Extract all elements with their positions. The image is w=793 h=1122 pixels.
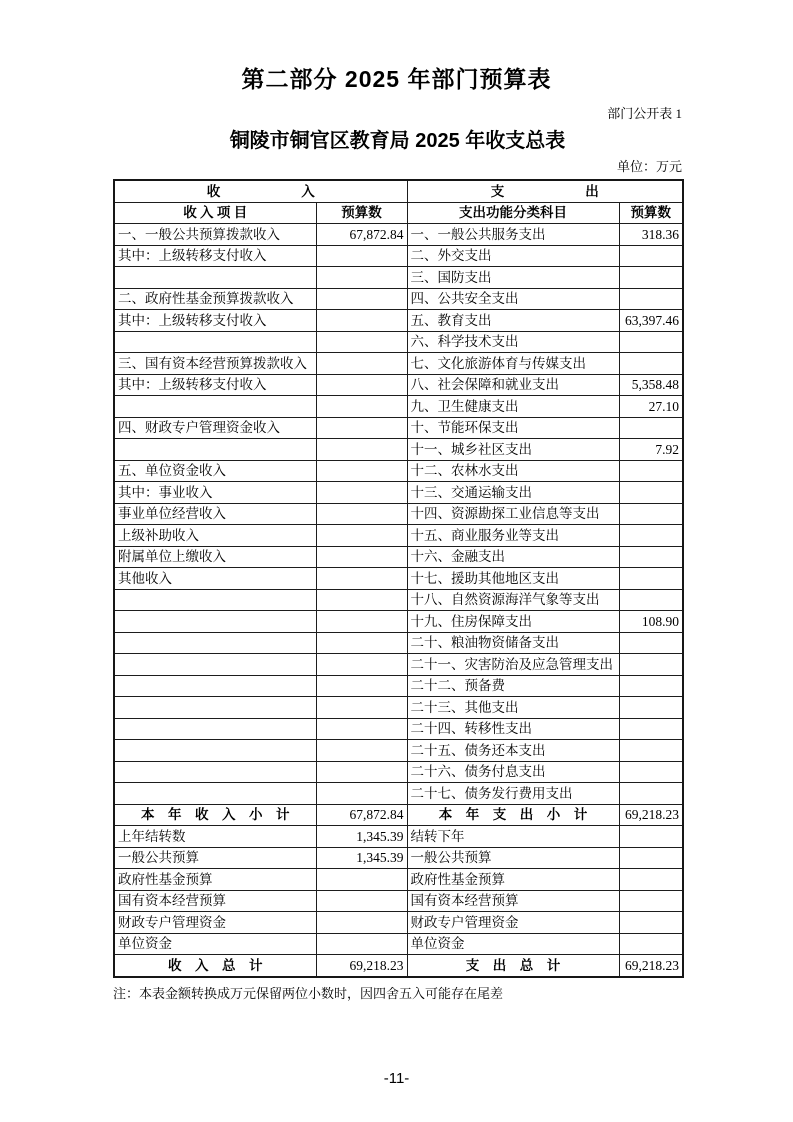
income-item-cell	[114, 697, 316, 719]
table-row	[114, 890, 683, 912]
table-row	[114, 869, 683, 891]
expense-value-cell: 7.92	[619, 439, 683, 461]
expense-item-cell: 二十七、债务发行费用支出	[407, 783, 619, 805]
income-item-header: 收 入 项 目	[114, 202, 316, 224]
table-row	[114, 331, 683, 353]
income-item-cell	[114, 439, 316, 461]
expense-item-cell: 十九、住房保障支出	[407, 611, 619, 633]
table-row	[114, 245, 683, 267]
expense-item-cell: 二十二、预备费	[407, 675, 619, 697]
income-item-cell	[114, 718, 316, 740]
expense-value-cell	[619, 847, 683, 869]
expense-value-cell	[619, 267, 683, 289]
table-row	[114, 718, 683, 740]
expense-item-cell: 二十六、债务付息支出	[407, 761, 619, 783]
expense-item-cell: 支 出 总 计	[407, 955, 619, 977]
income-budget-header: 预算数	[316, 202, 407, 224]
expense-value-cell	[619, 675, 683, 697]
expense-item-cell: 政府性基金预算	[407, 869, 619, 891]
unit-label: 单位：万元	[616, 159, 682, 174]
page-number: -11-	[383, 1070, 410, 1087]
income-item-cell: 其中：上级转移支付收入	[114, 245, 316, 267]
income-value-cell	[316, 482, 407, 504]
expense-item-cell: 九、卫生健康支出	[407, 396, 619, 418]
expense-value-cell: 318.36	[619, 224, 683, 246]
expense-value-cell	[619, 890, 683, 912]
table-row	[114, 310, 683, 332]
expense-value-cell	[619, 718, 683, 740]
table-group-header-row	[114, 180, 683, 202]
content-area	[113, 106, 682, 1002]
expense-item-header: 支出功能分类科目	[407, 202, 619, 224]
income-value-cell	[316, 374, 407, 396]
expense-item-cell: 十、节能环保支出	[407, 417, 619, 439]
income-item-cell	[114, 675, 316, 697]
income-value-cell	[316, 654, 407, 676]
table-row	[114, 525, 683, 547]
expense-value-cell	[619, 245, 683, 267]
income-value-cell	[316, 890, 407, 912]
income-value-cell	[316, 568, 407, 590]
expense-item-cell: 十四、资源勘探工业信息等支出	[407, 503, 619, 525]
income-value-cell: 67,872.84	[316, 224, 407, 246]
expense-item-cell: 二十三、其他支出	[407, 697, 619, 719]
income-item-cell: 政府性基金预算	[114, 869, 316, 891]
expense-value-cell	[619, 353, 683, 375]
expense-value-cell: 5,358.48	[619, 374, 683, 396]
expense-value-cell: 63,397.46	[619, 310, 683, 332]
expense-item-cell: 五、教育支出	[407, 310, 619, 332]
income-value-cell	[316, 396, 407, 418]
expense-value-cell	[619, 912, 683, 934]
expense-budget-header: 预算数	[619, 202, 683, 224]
income-value-cell	[316, 460, 407, 482]
table-body	[114, 224, 683, 977]
expense-value-cell	[619, 546, 683, 568]
table-row	[114, 611, 683, 633]
income-value-cell	[316, 589, 407, 611]
expense-value-cell: 69,218.23	[619, 804, 683, 826]
income-item-cell: 四、财政专户管理资金收入	[114, 417, 316, 439]
table-row	[114, 396, 683, 418]
expense-item-cell: 六、科学技术支出	[407, 331, 619, 353]
income-value-cell	[316, 783, 407, 805]
expense-value-cell	[619, 589, 683, 611]
table-row	[114, 417, 683, 439]
income-value-cell	[316, 912, 407, 934]
table-row	[114, 568, 683, 590]
expense-value-cell	[619, 568, 683, 590]
table-row	[114, 826, 683, 848]
expense-value-cell	[619, 460, 683, 482]
expense-item-cell: 四、公共安全支出	[407, 288, 619, 310]
expense-value-cell	[619, 654, 683, 676]
table-row	[114, 912, 683, 934]
expense-value-cell	[619, 632, 683, 654]
expense-value-cell	[619, 331, 683, 353]
income-item-cell: 五、单位资金收入	[114, 460, 316, 482]
income-item-cell: 其中：上级转移支付收入	[114, 374, 316, 396]
expense-item-cell: 一、一般公共服务支出	[407, 224, 619, 246]
income-value-cell	[316, 718, 407, 740]
income-item-cell	[114, 611, 316, 633]
income-item-cell: 上级补助收入	[114, 525, 316, 547]
income-item-cell: 一般公共预算	[114, 847, 316, 869]
expense-value-cell	[619, 826, 683, 848]
income-value-cell	[316, 611, 407, 633]
income-group-header: 收 入	[114, 180, 407, 202]
income-item-cell	[114, 761, 316, 783]
expense-item-cell: 十六、金融支出	[407, 546, 619, 568]
expense-value-cell	[619, 740, 683, 762]
expense-item-cell: 七、文化旅游体育与传媒支出	[407, 353, 619, 375]
income-value-cell	[316, 933, 407, 955]
income-value-cell	[316, 310, 407, 332]
footnote: 注：本表金额转换成万元保留两位小数时，因四舍五入可能存在尾差	[113, 985, 504, 1001]
table-row	[114, 353, 683, 375]
expense-group-header: 支 出	[407, 180, 683, 202]
table-row	[114, 439, 683, 461]
income-value-cell: 1,345.39	[316, 847, 407, 869]
expense-value-cell	[619, 482, 683, 504]
table-row	[114, 804, 683, 826]
expense-item-cell: 国有资本经营预算	[407, 890, 619, 912]
table-row	[114, 482, 683, 504]
income-item-cell	[114, 740, 316, 762]
expense-value-cell	[619, 869, 683, 891]
table-label: 部门公开表 1	[607, 106, 682, 121]
table-row	[114, 460, 683, 482]
expense-item-cell: 单位资金	[407, 933, 619, 955]
expense-value-cell: 69,218.23	[619, 955, 683, 977]
expense-item-cell: 十二、农林水支出	[407, 460, 619, 482]
expense-item-cell: 二、外交支出	[407, 245, 619, 267]
table-row	[114, 740, 683, 762]
income-value-cell	[316, 331, 407, 353]
income-item-cell	[114, 331, 316, 353]
table-row	[114, 675, 683, 697]
income-value-cell	[316, 675, 407, 697]
income-item-cell: 国有资本经营预算	[114, 890, 316, 912]
income-value-cell	[316, 697, 407, 719]
expense-item-cell: 二十、粮油物资储备支出	[407, 632, 619, 654]
expense-value-cell	[619, 783, 683, 805]
income-value-cell	[316, 439, 407, 461]
income-item-cell: 三、国有资本经营预算拨款收入	[114, 353, 316, 375]
income-item-cell: 一、一般公共预算拨款收入	[114, 224, 316, 246]
income-value-cell	[316, 245, 407, 267]
income-value-cell	[316, 525, 407, 547]
income-item-cell: 其中：上级转移支付收入	[114, 310, 316, 332]
income-item-cell: 其他收入	[114, 568, 316, 590]
table-row	[114, 267, 683, 289]
income-item-cell: 上年结转数	[114, 826, 316, 848]
table-row	[114, 955, 683, 977]
income-item-cell: 本 年 收 入 小 计	[114, 804, 316, 826]
expense-item-cell: 十三、交通运输支出	[407, 482, 619, 504]
expense-item-cell: 十七、援助其他地区支出	[407, 568, 619, 590]
income-value-cell	[316, 353, 407, 375]
income-value-cell	[316, 546, 407, 568]
expense-value-cell	[619, 525, 683, 547]
income-item-cell: 收 入 总 计	[114, 955, 316, 977]
income-value-cell	[316, 761, 407, 783]
income-value-cell	[316, 267, 407, 289]
income-item-cell: 附属单位上缴收入	[114, 546, 316, 568]
expense-item-cell: 八、社会保障和就业支出	[407, 374, 619, 396]
expense-item-cell: 十八、自然资源海洋气象等支出	[407, 589, 619, 611]
expense-value-cell: 108.90	[619, 611, 683, 633]
budget-summary-table	[113, 179, 684, 978]
income-value-cell	[316, 869, 407, 891]
table-row	[114, 783, 683, 805]
income-value-cell: 1,345.39	[316, 826, 407, 848]
table-row	[114, 589, 683, 611]
table-row	[114, 503, 683, 525]
income-item-cell	[114, 654, 316, 676]
table-row	[114, 933, 683, 955]
income-item-cell: 二、政府性基金预算拨款收入	[114, 288, 316, 310]
income-item-cell: 事业单位经营收入	[114, 503, 316, 525]
income-item-cell: 单位资金	[114, 933, 316, 955]
expense-item-cell: 三、国防支出	[407, 267, 619, 289]
income-item-cell	[114, 783, 316, 805]
table-row	[114, 654, 683, 676]
income-value-cell	[316, 632, 407, 654]
income-item-cell	[114, 632, 316, 654]
expense-value-cell	[619, 697, 683, 719]
expense-item-cell: 十一、城乡社区支出	[407, 439, 619, 461]
table-row	[114, 546, 683, 568]
expense-value-cell	[619, 288, 683, 310]
table-row	[114, 224, 683, 246]
expense-item-cell: 一般公共预算	[407, 847, 619, 869]
table-title: 铜陵市铜官区教育局 2025 年收支总表	[229, 130, 566, 152]
table-row	[114, 288, 683, 310]
income-value-cell	[316, 417, 407, 439]
income-value-cell	[316, 503, 407, 525]
expense-value-cell	[619, 761, 683, 783]
income-value-cell	[316, 288, 407, 310]
part-title: 第二部分 2025 年部门预算表	[241, 66, 552, 92]
income-item-cell: 其中：事业收入	[114, 482, 316, 504]
expense-value-cell	[619, 417, 683, 439]
income-value-cell: 67,872.84	[316, 804, 407, 826]
expense-item-cell: 财政专户管理资金	[407, 912, 619, 934]
income-item-cell: 财政专户管理资金	[114, 912, 316, 934]
table-row	[114, 374, 683, 396]
income-item-cell	[114, 589, 316, 611]
income-value-cell	[316, 740, 407, 762]
table-row	[114, 761, 683, 783]
table-row	[114, 847, 683, 869]
expense-value-cell	[619, 933, 683, 955]
income-value-cell: 69,218.23	[316, 955, 407, 977]
table-column-header-row	[114, 202, 683, 224]
income-item-cell	[114, 267, 316, 289]
expense-item-cell: 本 年 支 出 小 计	[407, 804, 619, 826]
expense-value-cell: 27.10	[619, 396, 683, 418]
expense-item-cell: 二十一、灾害防治及应急管理支出	[407, 654, 619, 676]
table-row	[114, 697, 683, 719]
expense-item-cell: 二十五、债务还本支出	[407, 740, 619, 762]
expense-item-cell: 二十四、转移性支出	[407, 718, 619, 740]
table-row	[114, 632, 683, 654]
expense-value-cell	[619, 503, 683, 525]
expense-item-cell: 十五、商业服务业等支出	[407, 525, 619, 547]
income-item-cell	[114, 396, 316, 418]
expense-item-cell: 结转下年	[407, 826, 619, 848]
